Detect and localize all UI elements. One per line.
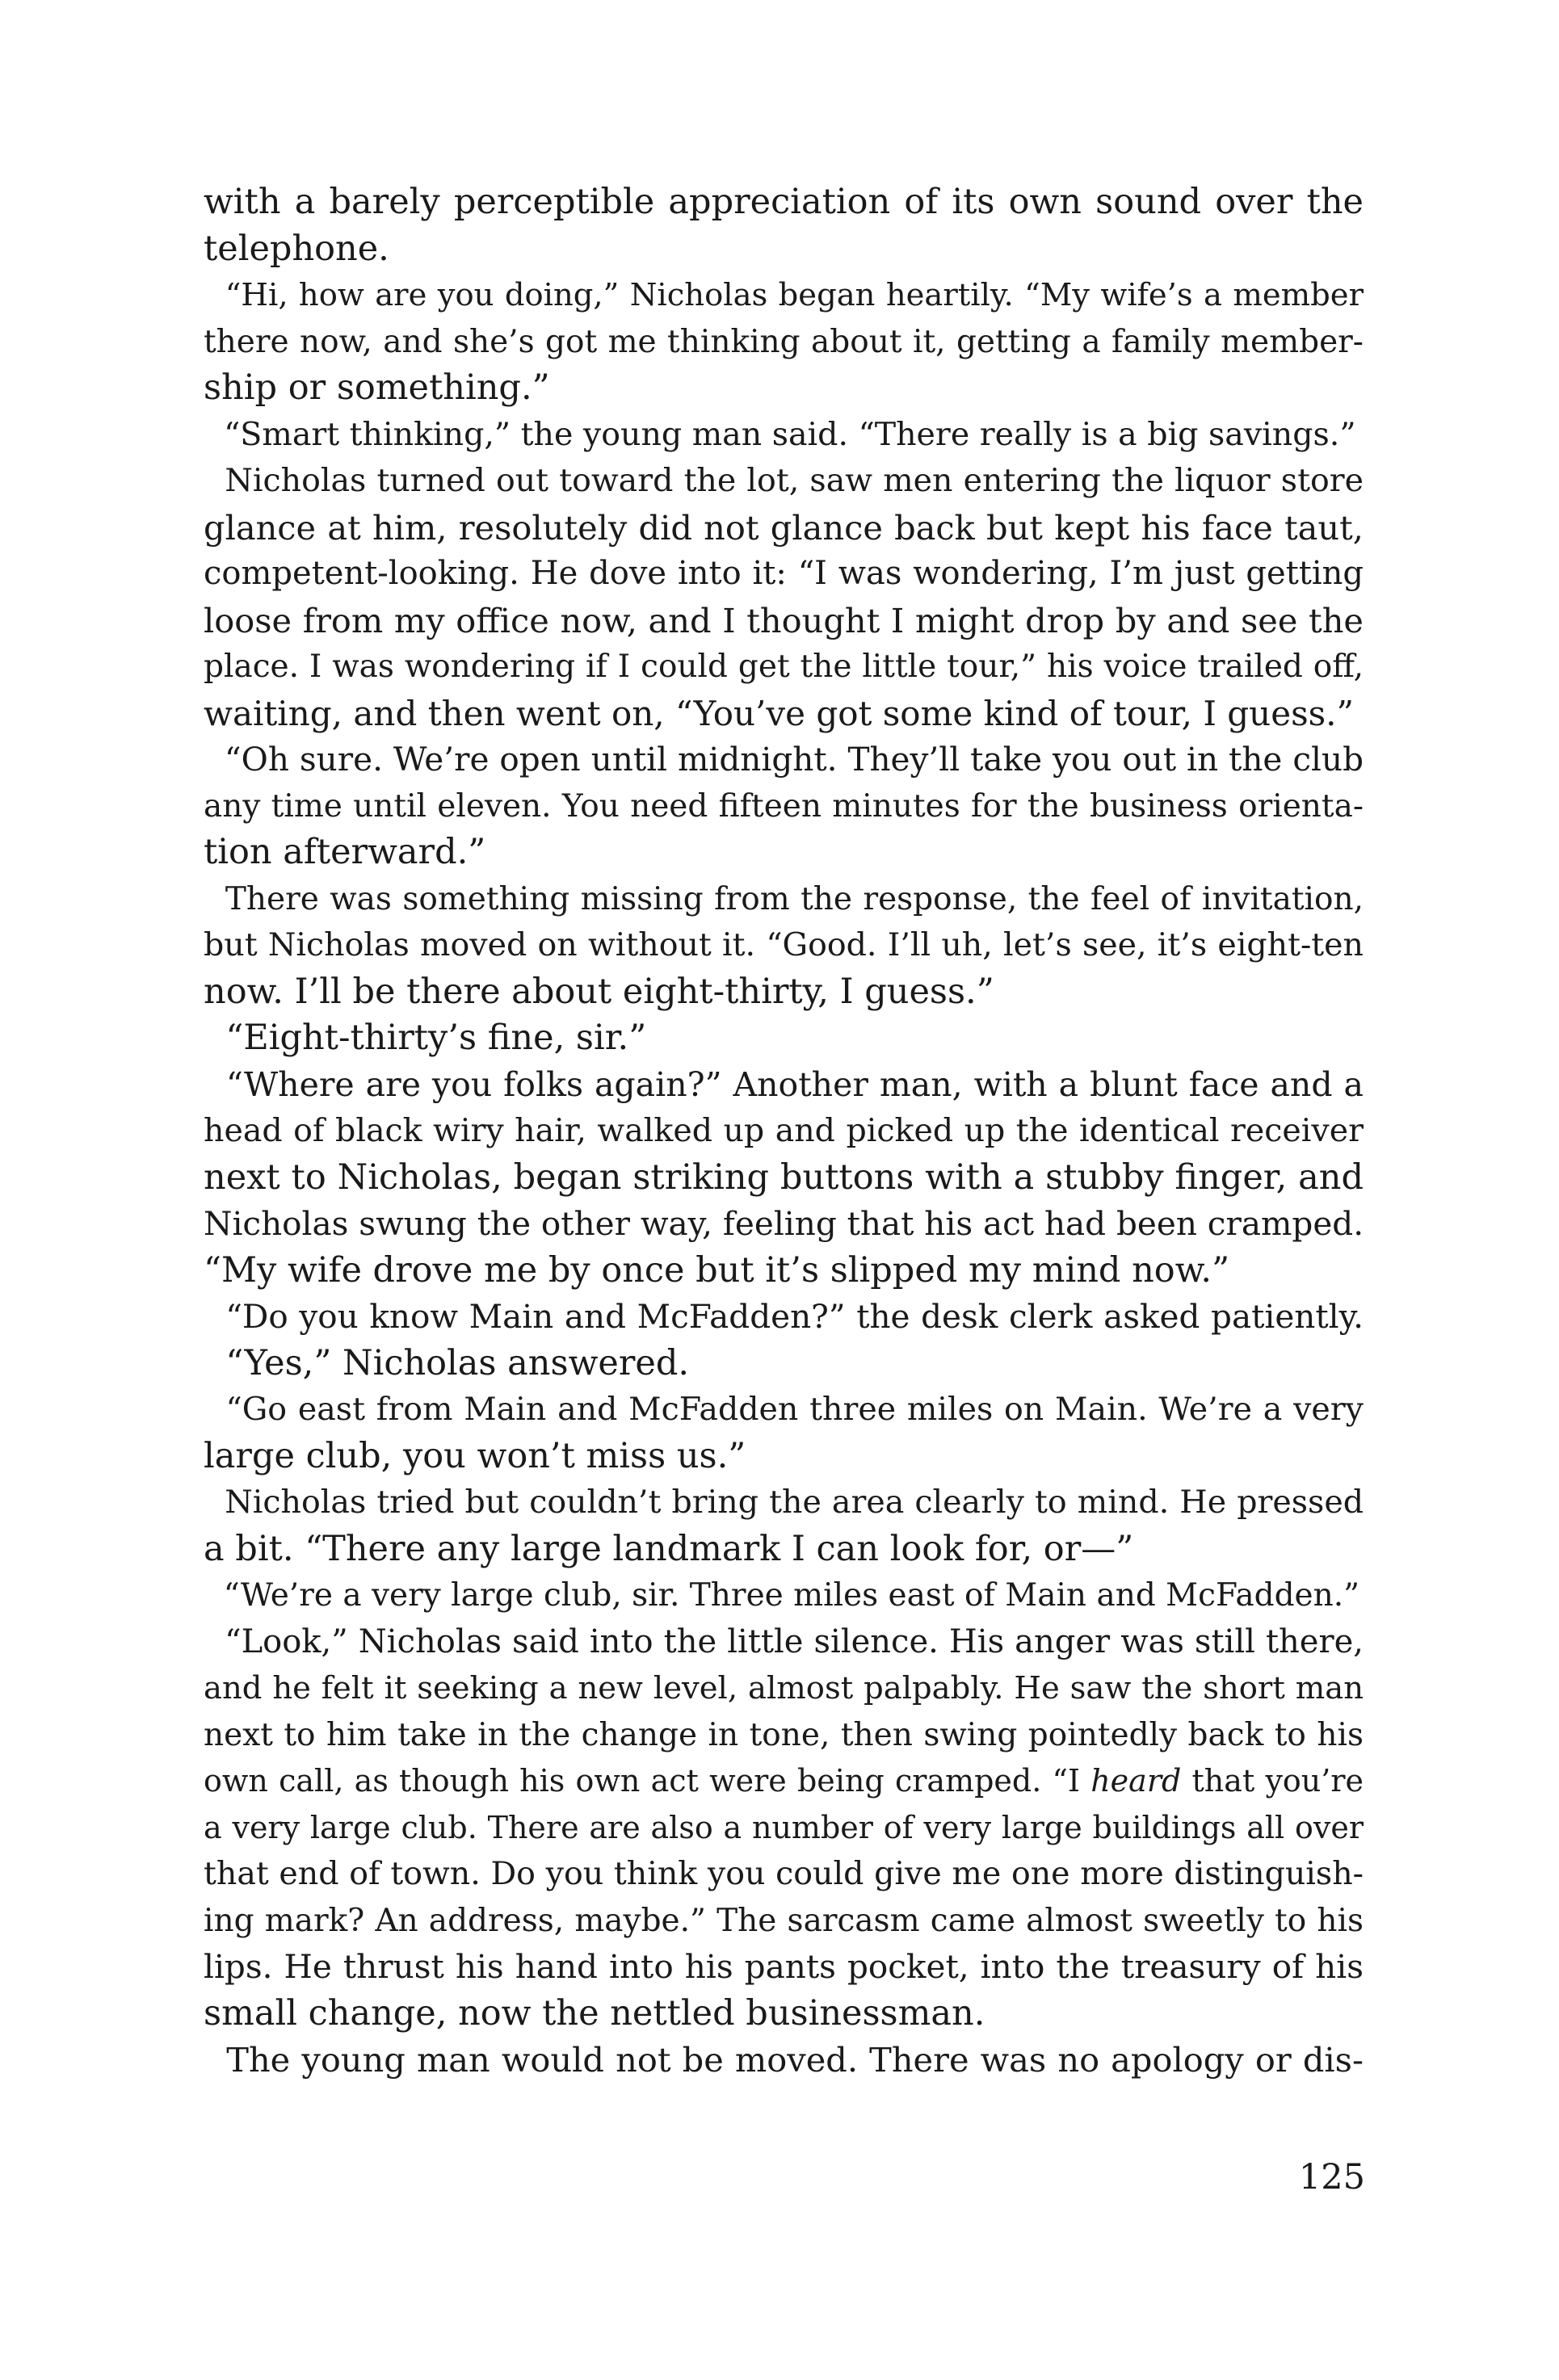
text-line: loose from my office now, and I thought I might drop by and see the	[204, 600, 1364, 640]
text-line: waiting, and then went on, “You’ve got some kind of tour, I guess.”	[204, 693, 1355, 733]
text-line: tion afterward.”	[204, 832, 486, 872]
text-line: “Go east from Main and McFadden three miles on Main. We’re a very	[204, 1391, 1364, 1428]
text-line: place. I was wondering if I could get the little tour,” his voice trailed off,	[204, 649, 1364, 685]
text-line: ship or something.”	[204, 367, 550, 408]
text-line: “Oh sure. We’re open until midnight. They’ll take you out in the club	[204, 740, 1364, 779]
text-line: “Yes,” Nicholas answered.	[204, 1342, 690, 1383]
text-line: The young man would not be moved. There was no apology or dis-	[204, 2040, 1364, 2080]
text-line: glance at him, resolutely did not glance back but kept his face taut,	[204, 507, 1364, 548]
text-line: Nicholas swung the other way, feeling that his act had been cramped.	[204, 1204, 1364, 1243]
text-line: There was something missing from the response, the feel of invitation,	[204, 880, 1364, 917]
text-line: “We’re a very large club, sir. Three miles east of Main and McFadden.”	[204, 1577, 1360, 1614]
text-line: “Eight-thirty’s fine, sir.”	[204, 1018, 647, 1058]
text-line: a very large club. There are also a number of very large buildings all over	[204, 1809, 1364, 1845]
text-line: “Look,” Nicholas said into the little silence. His anger was still there,	[204, 1622, 1364, 1660]
text-line: large club, you won’t miss us.”	[204, 1435, 746, 1476]
text-line: Nicholas turned out toward the lot, saw men entering the liquor store	[204, 462, 1364, 499]
text-line: lips. He thrust his hand into his pants pocket, into the treasury of his	[204, 1947, 1364, 1986]
text-line: with a barely perceptible appreciation of its own sound over the	[204, 182, 1364, 222]
page-number: 125	[1298, 2157, 1365, 2197]
text-line: telephone.	[204, 228, 389, 269]
body-text	[204, 179, 1364, 2084]
text-line: “Hi, how are you doing,” Nicholas began heartily. “My wife’s a member	[204, 277, 1364, 313]
text-line: Nicholas tried but couldn’t bring the area clearly to mind. He pressed	[204, 1484, 1364, 1521]
text-line: head of black wiry hair, walked up and picked up the identical receiver	[204, 1112, 1364, 1149]
text-line: small change, now the nettled businessman.	[204, 1992, 985, 2034]
text-line: next to Nicholas, began striking buttons with a stubby finger, and	[204, 1156, 1364, 1198]
text-line: but Nicholas moved on without it. “Good. I’ll uh, let’s see, it’s eight-ten	[204, 926, 1364, 963]
text-line: “Do you know Main and McFadden?” the desk clerk asked patiently.	[204, 1297, 1364, 1336]
text-line: now. I’ll be there about eight-thirty, I guess.”	[204, 971, 994, 1012]
text-line: next to him take in the change in tone, then swing pointedly back to his	[204, 1716, 1364, 1753]
book-page-text	[204, 179, 1364, 2084]
text-line: that end of town. Do you think you could give me one more distinguish-	[204, 1855, 1364, 1892]
text-line: there now, and she’s got me thinking about it, getting a family member-	[204, 323, 1364, 360]
text-line: “My wife drove me by once but it’s slipped my mind now.”	[204, 1249, 1230, 1291]
text-line: ing mark? An address, maybe.” The sarcasm came almost sweetly to his	[204, 1902, 1364, 1939]
text-line: and he felt it seeking a new level, almost palpably. He saw the short man	[204, 1670, 1364, 1706]
text-line: “Where are you folks again?” Another man, with a blunt face and a	[204, 1064, 1364, 1104]
text-line: “Smart thinking,” the young man said. “There really is a big savings.”	[204, 415, 1356, 453]
text-line: a bit. “There any large landmark I can look for, or—”	[204, 1528, 1134, 1569]
text-line: competent-looking. He dove into it: “I was wondering, I’m just getting	[204, 555, 1364, 592]
text-line: any time until eleven. You need fifteen minutes for the business orienta-	[204, 787, 1364, 825]
text-line: own call, as though his own act were being cramped. “I heard that you’re	[204, 1763, 1364, 1799]
